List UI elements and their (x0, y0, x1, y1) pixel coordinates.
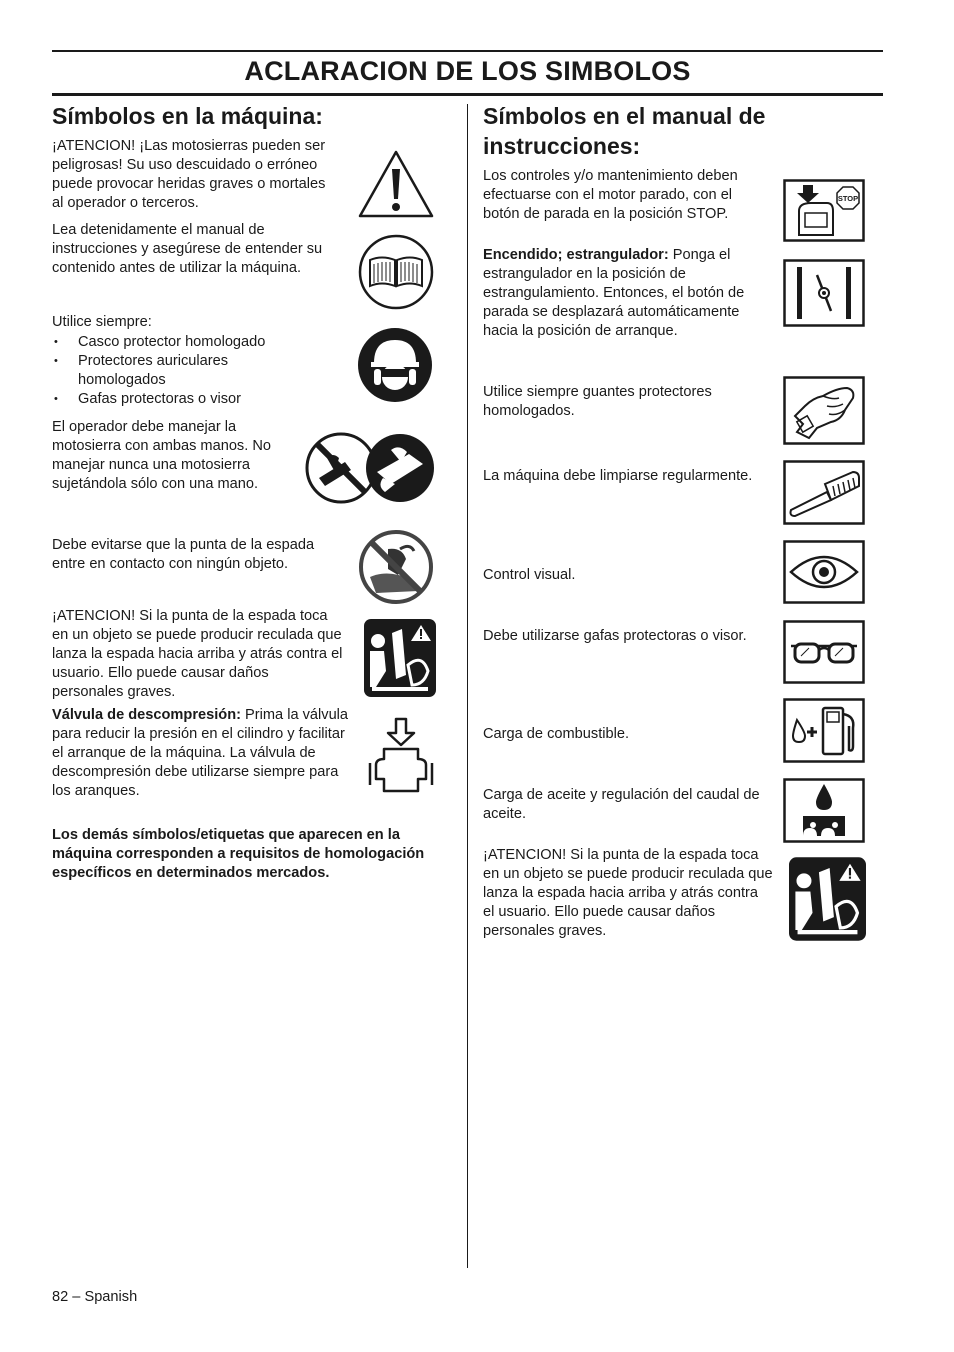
manual-book-icon (358, 234, 434, 310)
no-tip-contact-icon (358, 529, 434, 605)
choke-text: Ponga el estrangulador en la posición de estrangulamiento. Entonces, el botón de parada se desplazará automáticamente hacia la posición de arranque. (483, 247, 745, 339)
decompression-text: Prima la válvula para reducir la presión en el cilindro y facilitar el arranque de la máquina. La válvula de descompresión debe utilizarse siempre para los aranques. (52, 707, 349, 799)
left-text-use-always: Utilice siempre: (52, 314, 152, 330)
kickback-icon (789, 857, 866, 941)
brush-icon (783, 460, 865, 525)
left-text-two-hands: El operador debe manejar la motosierra con ambas manos. No manejar nunca una motosierra sujetándola sólo con una mano. (52, 419, 271, 492)
glasses-icon (783, 620, 865, 684)
right-text-clean: La máquina debe limpiarse regularmente. (483, 468, 753, 484)
right-text-gloves: Utilice siempre guantes protectores homologados. (483, 384, 712, 419)
ppe-list (52, 333, 302, 409)
decompression-valve-icon (366, 717, 436, 795)
right-text-oil: Carga de aceite y regulación del caudal de aceite. (483, 787, 760, 822)
left-note: Los demás símbolos/etiquetas que aparecen en la máquina corresponden a requisitos de homologación específicos en determinados mercados. (52, 827, 425, 881)
column-divider (467, 104, 468, 1268)
left-text-kickback: ¡ATENCION! Si la punta de la espada toca en un objeto se puede producir reculada que lanza la espada hacia arriba y atrás contra el usuario. Ello puede causar daños personales graves. (52, 608, 343, 700)
warning-triangle-icon (357, 149, 435, 219)
choke-icon (783, 259, 865, 327)
right-text-fuel: Carga de combustible. (483, 726, 630, 742)
kickback-icon (364, 619, 436, 697)
right-text-kickback: ¡ATENCION! Si la punta de la espada toca en un objeto se puede producir reculada que lanza la espada hacia arriba y atrás contra el usuario. Ello puede causar daños personales graves. (483, 847, 773, 939)
gloves-icon (783, 376, 865, 445)
right-heading: Símbolos en el manual de instrucciones: (483, 103, 766, 159)
stop-switch-icon (783, 179, 865, 242)
left-text-manual: Lea detenidamente el manual de instrucciones y asegúrese de entender su contenido antes de utilizar la máquina. (52, 222, 323, 276)
two-hands-icon (305, 432, 435, 504)
top-rule (52, 50, 883, 52)
list-item: • Protectores auriculares homologados (52, 352, 302, 390)
decompression-label: Válvula de descompresión: (52, 707, 241, 723)
stop-label: STOP (837, 194, 859, 203)
list-item: • Casco protector homologado (52, 333, 302, 352)
right-text-visual: Control visual. (483, 567, 576, 583)
fuel-pump-icon (783, 698, 865, 763)
right-text-glasses: Debe utilizarse gafas protectoras o visor. (483, 628, 747, 644)
list-item: • Gafas protectoras o visor (52, 390, 302, 409)
page-title: ACLARACION DE LOS SIMBOLOS (244, 56, 691, 86)
title-rule (52, 93, 883, 96)
left-heading: Símbolos en la máquina: (52, 103, 323, 129)
oil-drop-icon (783, 778, 865, 843)
protective-helmet-icon (357, 327, 433, 403)
eye-icon (783, 540, 865, 604)
page-number: 82 – Spanish (52, 1289, 138, 1305)
right-text-stop: Los controles y/o mantenimiento deben efectuarse con el motor parado, con el botón de parada en la posición STOP. (483, 168, 738, 222)
left-text-tip-contact: Debe evitarse que la punta de la espada entre en contacto con ningún objeto. (52, 537, 315, 572)
left-text-decompression (52, 706, 352, 801)
choke-label: Encendido; estrangulador: (483, 247, 669, 263)
left-text-warning: ¡ATENCION! ¡Las motosierras pueden ser peligrosas! Su uso descuidado o erróneo puede provocar heridas graves o mortales al operador o terceros. (52, 138, 326, 211)
right-text-choke (483, 246, 765, 341)
